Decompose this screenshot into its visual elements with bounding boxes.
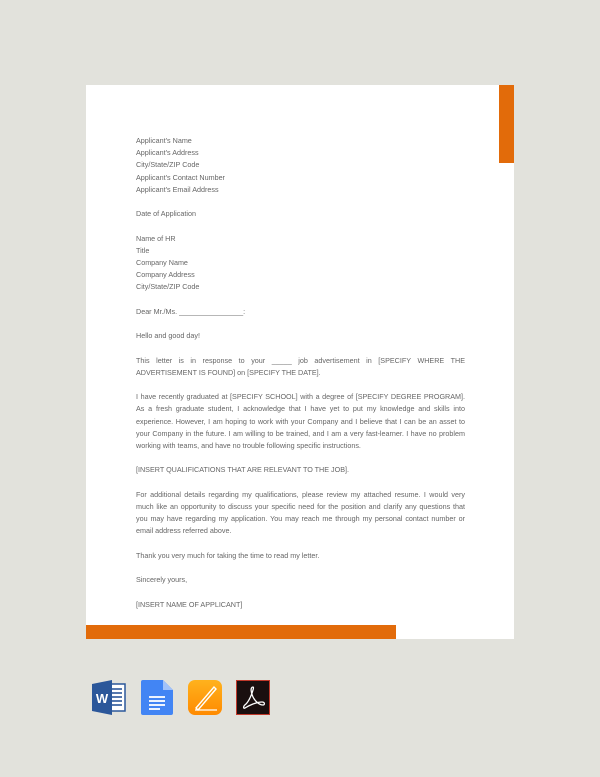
paragraph-followup: For additional details regarding my qualifications, please review my attached resume. I would very much like an opportunity to discuss your specific need for the position and clarify any questions that you may have regarding my application. You may reach me through my personal contact number or email address referred above. xyxy=(136,489,465,536)
sender-contact: Applicant’s Contact Number xyxy=(136,172,225,182)
letter-body xyxy=(136,135,465,611)
sender-name: Applicant’s Name xyxy=(136,136,192,145)
letter-template-page xyxy=(86,85,514,639)
sender-address: Applicant’s Address xyxy=(136,148,199,158)
closing: Sincerely yours, xyxy=(136,575,188,585)
svg-text:W: W xyxy=(95,691,109,706)
orange-accent-bar-bottom xyxy=(86,625,396,639)
paragraph-intro: This letter is in response to your _____ job advertisement in [SPECIFY WHERE THE ADVERTISEMENT IS FOUND] on [SPECIFY THE DATE]. xyxy=(136,355,465,377)
signature: [INSERT NAME OF APPLICANT] xyxy=(136,599,243,609)
recipient-city: City/State/ZIP Code xyxy=(136,282,200,292)
recipient-company: Company Name xyxy=(136,258,188,267)
google-docs-icon[interactable] xyxy=(140,680,174,715)
recipient-title: Title xyxy=(136,245,150,255)
paragraph-qualifications: [INSERT QUALIFICATIONS THAT ARE RELEVANT TO THE JOB]. xyxy=(136,465,350,475)
paragraph-thanks: Thank you very much for taking the time to read my letter. xyxy=(136,550,320,560)
application-date: Date of Application xyxy=(136,209,196,219)
recipient-name: Name of HR xyxy=(136,233,176,243)
greeting: Hello and good day! xyxy=(136,331,200,341)
word-icon[interactable] xyxy=(92,680,126,715)
format-icons xyxy=(92,680,270,715)
orange-accent-bar-right xyxy=(499,85,514,163)
sender-city: City/State/ZIP Code xyxy=(136,160,200,170)
salutation: Dear Mr./Ms. ________________: xyxy=(136,306,246,316)
pages-icon[interactable] xyxy=(188,680,222,715)
pdf-icon[interactable] xyxy=(236,680,270,715)
recipient-address: Company Address xyxy=(136,270,195,280)
paragraph-background: I have recently graduated at [SPECIFY SCHOOL] with a degree of [SPECIFY DEGREE PROGRAM]. As a fresh graduate student, I acknowledge that I have yet to put my knowledge and skills into experience. However, I am hoping to work with your Company and I believe that I can be an asset to your Company in the future. I am willing to be trained, and I am a very fast-learner. I have no problem working with teams, and have no trouble following specific instructions. xyxy=(136,392,465,450)
sender-email: Applicant’s Email Address xyxy=(136,184,219,194)
